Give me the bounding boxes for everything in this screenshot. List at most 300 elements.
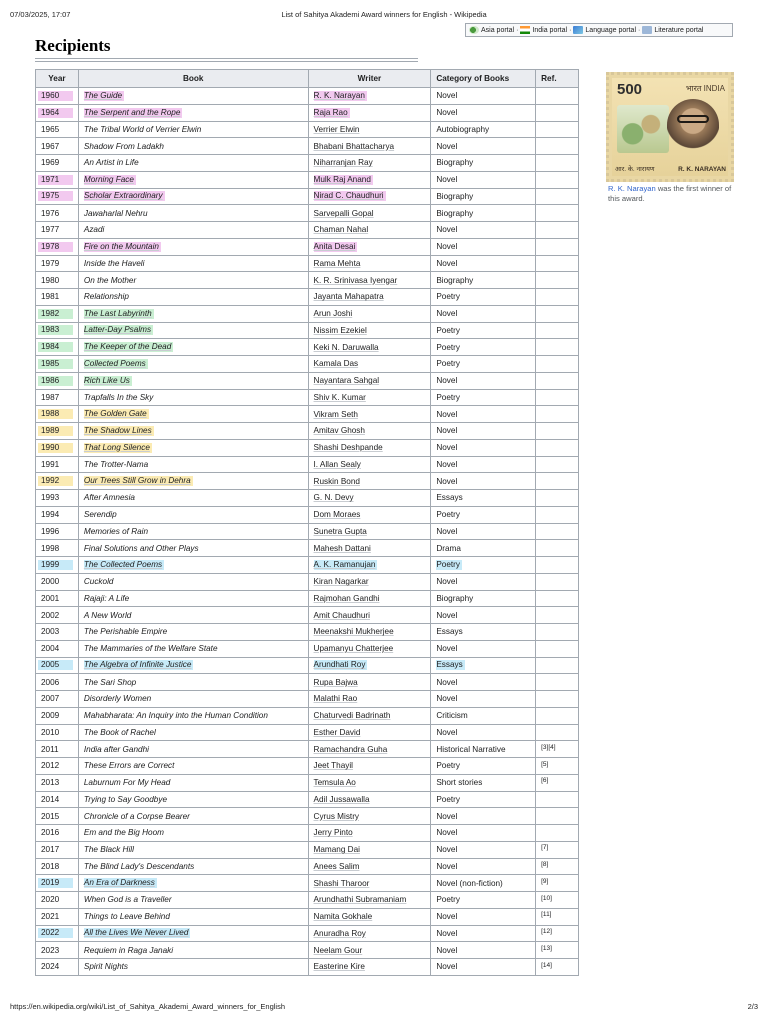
cell-ref (536, 473, 579, 490)
writer-link[interactable]: Temsula Ao (313, 778, 356, 788)
writer-link[interactable]: A. K. Ramanujan (313, 559, 376, 569)
year-text: 1967 (41, 141, 60, 151)
cell-ref (536, 322, 579, 339)
book-text[interactable]: On the Mother (83, 275, 137, 285)
category-text: Novel (436, 91, 458, 101)
category-text: Biography (436, 158, 474, 168)
cell-writer (308, 674, 431, 691)
writer-link[interactable]: Anuradha Roy (313, 928, 366, 938)
category-text: Novel (436, 376, 458, 386)
category-text: Novel (436, 644, 458, 654)
print-page-title: List of Sahitya Akademi Award winners for English - Wikipedia (281, 10, 487, 19)
cell-book (78, 490, 308, 507)
reference-link[interactable]: [7] (541, 844, 549, 852)
book-text[interactable]: Our Trees Still Grow in Dehra (83, 476, 191, 486)
reference-link[interactable]: [3][4] (541, 743, 556, 751)
cell-book (78, 473, 308, 490)
writer-link[interactable]: Anita Desai (313, 241, 356, 251)
section-divider (35, 61, 418, 62)
writer-link[interactable]: Dom Moraes (313, 510, 361, 520)
book-text[interactable]: Azadi (83, 225, 105, 235)
table-row (36, 925, 579, 942)
book-text[interactable]: Chronicle of a Corpse Bearer (83, 811, 190, 821)
cell-ref (536, 674, 579, 691)
reference-link[interactable]: [5] (541, 760, 549, 768)
table-row (36, 707, 579, 724)
writer-link[interactable]: Rama Mehta (313, 258, 361, 268)
table-row (36, 490, 579, 507)
table-row (36, 758, 579, 775)
cell-book (78, 322, 308, 339)
category-text: Biography (436, 275, 474, 285)
cell-writer (308, 473, 431, 490)
cell-category (431, 590, 536, 607)
cell-year (36, 724, 79, 741)
reference-link[interactable]: [12] (541, 928, 552, 935)
writer-link[interactable]: Jeet Thayil (313, 761, 353, 771)
year-text: 2009 (41, 711, 60, 721)
writer-link[interactable]: Vikram Seth (313, 409, 358, 419)
writer-link[interactable]: Namita Gokhale (313, 912, 373, 922)
book-text[interactable]: Memories of Rain (83, 526, 149, 536)
cell-category (431, 825, 536, 842)
book-text[interactable]: That Long Silence (83, 442, 150, 452)
year-text: 1969 (41, 158, 60, 168)
cell-writer (308, 774, 431, 791)
cell-year (36, 674, 79, 691)
writer-link[interactable]: Mamang Dai (313, 845, 360, 855)
cell-category (431, 707, 536, 724)
writer-link[interactable]: Arun Joshi (313, 309, 353, 319)
year-text: 2014 (41, 794, 60, 804)
book-text[interactable]: An Artist in Life (83, 158, 139, 168)
book-text[interactable]: The Shadow Lines (83, 425, 152, 435)
book-text[interactable]: Things to Leave Behind (83, 912, 170, 922)
writer-link[interactable]: Cyrus Mistry (313, 811, 360, 821)
cell-ref (536, 423, 579, 440)
cell-year (36, 222, 79, 239)
year-text: 1964 (38, 108, 73, 118)
writer-link[interactable]: Nissim Ezekiel (313, 325, 367, 335)
cell-writer (308, 222, 431, 239)
reference-link[interactable]: [9] (541, 877, 549, 885)
writer-link[interactable]: Rajmohan Gandhi (313, 593, 380, 603)
year-text: 2019 (38, 878, 73, 888)
book-text[interactable]: Collected Poems (83, 358, 146, 368)
cell-book (78, 674, 308, 691)
cell-writer (308, 624, 431, 641)
reference-link[interactable]: [6] (541, 777, 549, 785)
book-text[interactable]: Latter-Day Psalms (83, 325, 152, 335)
cell-year (36, 741, 79, 758)
stamp-country: भारत INDIA (685, 84, 725, 93)
table-row (36, 523, 579, 540)
cell-category (431, 88, 536, 105)
category-text: Poetry (436, 292, 461, 302)
print-datetime: 07/03/2025, 17:07 (10, 10, 71, 19)
book-text[interactable]: Requiem in Raga Janaki (83, 945, 174, 955)
cell-book (78, 439, 308, 456)
writer-link[interactable]: Mulk Raj Anand (313, 174, 371, 184)
writer-link[interactable]: Kamala Das (313, 359, 359, 369)
writer-link[interactable]: Anees Salim (313, 861, 360, 871)
cell-ref (536, 255, 579, 272)
portal-link-asia-portal[interactable] (469, 26, 514, 34)
cell-year (36, 959, 79, 976)
cell-category (431, 691, 536, 708)
portal-link-literature-portal[interactable] (642, 26, 703, 34)
category-text: Essays (436, 660, 463, 670)
writer-link[interactable]: Arundhathi Subramaniam (313, 895, 407, 905)
category-text: Novel (436, 945, 458, 955)
year-text: 1985 (38, 359, 73, 369)
book-text[interactable]: Laburnum For My Head (83, 778, 171, 788)
category-text: Essays (436, 493, 463, 503)
book-text[interactable]: All the Lives We Never Lived (83, 928, 189, 938)
book-text[interactable]: Rajaji: A Life (83, 593, 130, 603)
cell-category (431, 289, 536, 306)
book-text[interactable]: Disorderly Women (83, 694, 152, 704)
year-text: 2018 (41, 861, 60, 871)
cell-book (78, 506, 308, 523)
cell-writer (308, 640, 431, 657)
year-text: 1987 (41, 392, 60, 402)
table-row (36, 88, 579, 105)
table-row (36, 557, 579, 574)
cell-year (36, 791, 79, 808)
cell-book (78, 590, 308, 607)
writer-link[interactable]: Easterine Kire (313, 962, 365, 972)
table-row (36, 573, 579, 590)
cell-book (78, 724, 308, 741)
category-text: Biography (436, 191, 474, 201)
book-text[interactable]: The Golden Gate (83, 409, 147, 419)
cell-book (78, 372, 308, 389)
writer-link[interactable]: Sunetra Gupta (313, 526, 367, 536)
cell-writer (308, 607, 431, 624)
year-text: 1998 (41, 543, 60, 553)
cell-year (36, 289, 79, 306)
year-text: 1986 (38, 376, 73, 386)
cell-writer (308, 423, 431, 440)
cell-writer (308, 741, 431, 758)
writer-link[interactable]: K. R. Srinivasa Iyengar (313, 275, 398, 285)
table-row (36, 624, 579, 641)
cell-year (36, 925, 79, 942)
book-text[interactable]: Final Solutions and Other Plays (83, 543, 199, 553)
writer-link[interactable]: Ruskin Bond (313, 476, 360, 486)
cell-ref (536, 841, 579, 858)
cell-book (78, 825, 308, 842)
book-text[interactable]: Shadow From Ladakh (83, 141, 164, 151)
cell-ref (536, 540, 579, 557)
writer-link[interactable]: I. Allan Sealy (313, 459, 361, 469)
table-row (36, 222, 579, 239)
cell-year (36, 456, 79, 473)
cell-year (36, 825, 79, 842)
book-text[interactable]: After Amnesia (83, 493, 135, 503)
cell-category (431, 741, 536, 758)
year-text: 2013 (41, 778, 60, 788)
cell-book (78, 875, 308, 892)
book-text[interactable]: Cuckold (83, 577, 114, 587)
book-text[interactable]: Trapfalls In the Sky (83, 392, 154, 402)
cell-category (431, 138, 536, 155)
cell-book (78, 389, 308, 406)
cell-writer (308, 892, 431, 909)
cell-book (78, 238, 308, 255)
cell-ref (536, 305, 579, 322)
cell-category (431, 724, 536, 741)
year-text: 1996 (41, 526, 60, 536)
cell-category (431, 791, 536, 808)
category-text: Novel (436, 861, 458, 871)
book-text[interactable]: The Book of Rachel (83, 727, 156, 737)
writer-link[interactable]: Raja Rao (313, 107, 348, 117)
table-row (36, 155, 579, 172)
table-row (36, 356, 579, 373)
reference-link[interactable]: [14] (541, 961, 552, 969)
category-text: Novel (436, 242, 458, 252)
year-text: 1965 (41, 124, 60, 134)
book-text[interactable]: The Guide (83, 90, 123, 100)
book-text[interactable]: A New World (83, 610, 132, 620)
category-text: Novel (436, 845, 458, 855)
writer-link[interactable]: Nirad C. Chaudhuri (313, 191, 384, 201)
table-row (36, 875, 579, 892)
cell-year (36, 640, 79, 657)
cell-book (78, 155, 308, 172)
writer-link[interactable]: Amit Chaudhuri (313, 610, 370, 620)
writer-link[interactable]: Chaman Nahal (313, 225, 369, 235)
writer-link[interactable]: Bhabani Bhattacharya (313, 141, 395, 151)
book-text[interactable]: Relationship (83, 292, 129, 302)
book-text[interactable]: The Last Labyrinth (83, 308, 152, 318)
cell-category (431, 523, 536, 540)
portal-link-india-portal[interactable] (520, 26, 567, 34)
writer-link[interactable]: Malathi Rao (313, 694, 358, 704)
book-text[interactable]: Serendip (83, 510, 117, 520)
cell-category (431, 908, 536, 925)
cell-book (78, 573, 308, 590)
cell-book (78, 423, 308, 440)
writer-link[interactable]: Upamanyu Chatterjee (313, 644, 394, 654)
book-text[interactable]: The Blind Lady's Descendants (83, 861, 195, 871)
image-caption (608, 184, 734, 204)
writer-link[interactable]: Neelam Gour (313, 945, 363, 955)
cell-book (78, 741, 308, 758)
book-text[interactable]: Trying to Say Goodbye (83, 794, 168, 804)
book-text[interactable]: The Collected Poems (83, 559, 163, 569)
book-text[interactable]: Scholar Extraordinary (83, 191, 163, 201)
cell-writer (308, 959, 431, 976)
book-text[interactable]: India after Gandhi (83, 744, 149, 754)
year-text: 1994 (41, 510, 60, 520)
cell-book (78, 255, 308, 272)
writer-link[interactable]: Amitav Ghosh (313, 426, 365, 436)
book-text[interactable]: The Trotter-Nama (83, 459, 149, 469)
cell-category (431, 372, 536, 389)
cell-writer (308, 858, 431, 875)
reference-link[interactable]: [8] (541, 861, 549, 868)
year-text: 2016 (41, 828, 60, 838)
cell-ref (536, 825, 579, 842)
cell-year (36, 707, 79, 724)
book-text[interactable]: The Serpent and the Rope (83, 107, 181, 117)
cell-ref (536, 573, 579, 590)
cell-book (78, 523, 308, 540)
cell-writer (308, 456, 431, 473)
cell-writer (308, 908, 431, 925)
cell-year (36, 372, 79, 389)
cell-year (36, 205, 79, 222)
book-text[interactable]: Spirit Nights (83, 962, 129, 972)
writer-link[interactable]: Shashi Deshpande (313, 443, 383, 453)
cell-year (36, 322, 79, 339)
cell-book (78, 104, 308, 121)
recipients-table (35, 69, 579, 976)
cell-book (78, 942, 308, 959)
book-text[interactable]: Fire on the Mountain (83, 241, 159, 251)
cell-year (36, 490, 79, 507)
year-text: 1982 (38, 309, 73, 319)
year-text: 1992 (38, 476, 73, 486)
cell-book (78, 557, 308, 574)
writer-link[interactable]: Arundhati Roy (313, 660, 366, 670)
cell-writer (308, 724, 431, 741)
cell-category (431, 959, 536, 976)
book-text[interactable]: The Keeper of the Dead (83, 342, 172, 352)
year-text: 2000 (41, 577, 60, 587)
book-text[interactable]: Em and the Big Hoom (83, 828, 164, 838)
cell-writer (308, 691, 431, 708)
cell-year (36, 255, 79, 272)
category-text: Novel (436, 476, 458, 486)
writer-link[interactable]: Kiran Nagarkar (313, 577, 369, 587)
book-text[interactable]: An Era of Darkness (83, 878, 155, 888)
cell-book (78, 607, 308, 624)
writer-link[interactable]: R. K. Narayan (313, 90, 365, 100)
table-row (36, 640, 579, 657)
portal-link-language-portal[interactable] (573, 26, 636, 34)
writer-link[interactable]: Sarvepalli Gopal (313, 208, 374, 218)
year-text: 1989 (38, 426, 73, 436)
cell-book (78, 774, 308, 791)
book-text[interactable]: Rich Like Us (83, 375, 130, 385)
column-header-year[interactable]: Year (36, 70, 79, 88)
writer-link[interactable]: Esther David (313, 727, 361, 737)
writer-link[interactable]: Shiv K. Kumar (313, 392, 366, 402)
column-header-book[interactable]: Book (78, 70, 308, 88)
reference-link[interactable]: [11] (541, 911, 552, 919)
year-text: 2007 (41, 694, 60, 704)
cell-ref (536, 875, 579, 892)
year-text: 1971 (38, 175, 73, 185)
cell-writer (308, 657, 431, 674)
portal-separator: · (569, 26, 572, 34)
cell-category (431, 473, 536, 490)
book-text[interactable]: The Perishable Empire (83, 627, 168, 637)
category-text: Poetry (436, 392, 461, 402)
book-text[interactable]: Inside the Haveli (83, 258, 145, 268)
book-text[interactable]: These Errors are Correct (83, 761, 175, 771)
year-text: 2003 (41, 627, 60, 637)
writer-link[interactable]: Verrier Elwin (313, 124, 360, 134)
writer-link[interactable]: Jayanta Mahapatra (313, 292, 384, 302)
category-text: Novel (436, 577, 458, 587)
book-text[interactable]: Mahabharata: An Inquiry into the Human Condition (83, 711, 268, 721)
writer-link[interactable]: Jerry Pinto (313, 828, 353, 838)
column-header-ref[interactable]: Ref. (536, 70, 579, 88)
table-row (36, 439, 579, 456)
book-text[interactable]: The Tribal World of Verrier Elwin (83, 124, 202, 134)
table-row (36, 121, 579, 138)
cell-ref (536, 590, 579, 607)
book-text[interactable]: Jawaharlal Nehru (83, 208, 148, 218)
category-text: Novel (436, 108, 458, 118)
cell-year (36, 305, 79, 322)
cell-book (78, 657, 308, 674)
year-text: 1990 (38, 443, 73, 453)
table-row (36, 858, 579, 875)
book-text[interactable]: The Mammaries of the Welfare State (83, 644, 218, 654)
writer-link[interactable]: Niharranjan Ray (313, 158, 373, 168)
cell-ref (536, 908, 579, 925)
writer-link[interactable]: Meenakshi Mukherjee (313, 627, 394, 637)
table-row (36, 289, 579, 306)
cell-ref (536, 640, 579, 657)
cell-year (36, 389, 79, 406)
table-row (36, 205, 579, 222)
table-row (36, 104, 579, 121)
writer-link[interactable]: Mahesh Dattani (313, 543, 371, 553)
book-text[interactable]: When God is a Traveller (83, 895, 172, 905)
caption-link-rk-narayan[interactable]: R. K. Narayan (608, 184, 656, 193)
writer-link[interactable]: Adil Jussawalla (313, 794, 370, 804)
column-header-category[interactable]: Category of Books (431, 70, 536, 88)
writer-link[interactable]: Nayantara Sahgal (313, 376, 380, 386)
writer-link[interactable]: Chaturvedi Badrinath (313, 711, 391, 721)
cell-category (431, 841, 536, 858)
portal-label: Asia portal (481, 26, 515, 34)
cell-ref (536, 272, 579, 289)
book-text[interactable]: The Black Hill (83, 845, 134, 855)
table-row (36, 506, 579, 523)
book-text[interactable]: The Sari Shop (83, 677, 137, 687)
rk-narayan-stamp-image[interactable] (606, 72, 734, 182)
reference-link[interactable]: [10] (541, 894, 552, 902)
book-text[interactable]: The Algebra of Infinite Justice (83, 660, 192, 670)
cell-writer (308, 557, 431, 574)
writer-link[interactable]: Rupa Bajwa (313, 677, 358, 687)
writer-link[interactable]: Keki N. Daruwalla (313, 342, 379, 352)
book-text[interactable]: Morning Face (83, 174, 134, 184)
column-header-writer[interactable]: Writer (308, 70, 431, 88)
cell-ref (536, 741, 579, 758)
cell-writer (308, 758, 431, 775)
cell-year (36, 657, 79, 674)
table-row (36, 590, 579, 607)
cell-ref (536, 506, 579, 523)
table-row (36, 138, 579, 155)
year-text: 2017 (41, 845, 60, 855)
writer-link[interactable]: Shashi Tharoor (313, 878, 370, 888)
writer-link[interactable]: G. N. Devy (313, 493, 354, 503)
writer-link[interactable]: Ramachandra Guha (313, 744, 388, 754)
reference-link[interactable]: [13] (541, 944, 552, 952)
category-text: Drama (436, 543, 461, 553)
caption-text: was the first winner of this award. (608, 184, 732, 203)
